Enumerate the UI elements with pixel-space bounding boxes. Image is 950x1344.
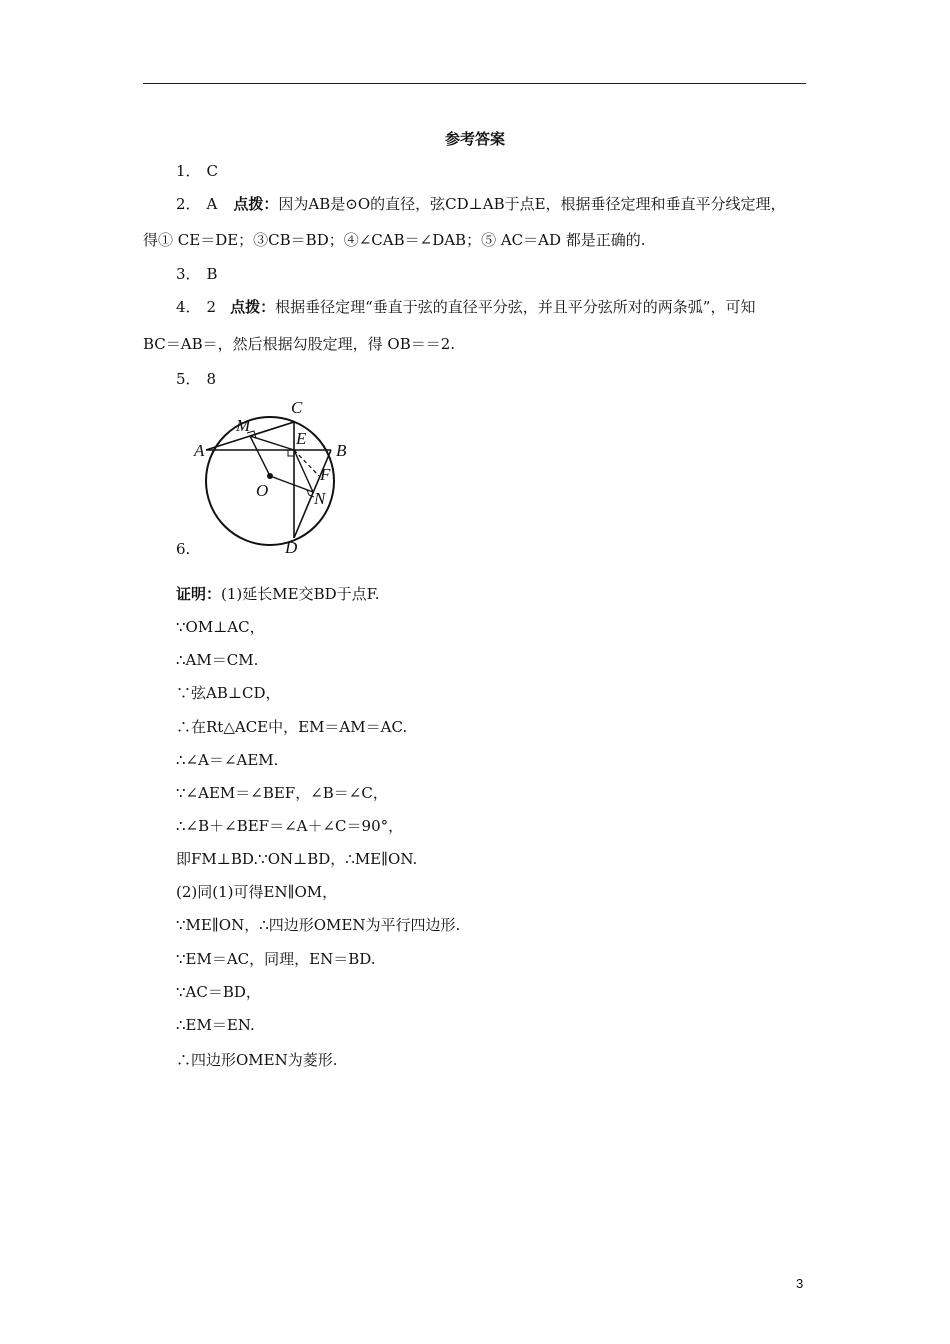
- proof-line: ∴AM＝CM.: [176, 651, 259, 669]
- hint-text: 根据垂径定理“垂直于弦的直径平分弦，并且平分弦所对的两条弧”，可知: [275, 298, 756, 316]
- label-a: A: [194, 441, 205, 460]
- proof-line: ∴四边形OMEN为菱形.: [176, 1051, 338, 1069]
- page-number: 3: [796, 1276, 804, 1291]
- answer-6: [176, 538, 190, 560]
- hint-text: 因为AB是⊙O的直径，弦CD⊥AB于点E，根据垂径定理和垂直平分线定理，: [278, 195, 786, 213]
- page-title: 参考答案: [444, 130, 505, 148]
- right-angle-mark-e: [288, 450, 294, 456]
- circle-geometry-figure: [188, 396, 358, 556]
- proof-label: 证明：: [176, 585, 222, 603]
- answer-3: [176, 263, 218, 285]
- header-rule: [143, 83, 806, 84]
- proof-step: (1)延长ME交BD于点F.: [221, 585, 380, 603]
- segment-ef-dashed: [294, 450, 319, 476]
- proof-line: ∴∠A＝∠AEM.: [176, 751, 279, 769]
- label-n: N: [314, 489, 326, 508]
- label-d: D: [285, 538, 298, 556]
- proof-line: (2)同(1)可得EN∥OM，: [176, 883, 338, 901]
- label-m: M: [236, 416, 251, 435]
- answer-4-continued: BC＝AB＝，然后根据勾股定理，得 OB＝＝2.: [143, 335, 456, 353]
- answer-value: 2: [206, 298, 217, 316]
- segment-mc: [250, 422, 294, 436]
- center-point-o: [267, 473, 273, 479]
- proof-line: ∵ME∥ON，∴四边形OMEN为平行四边形.: [176, 916, 461, 934]
- proof-line: ∵∠AEM＝∠BEF，∠B＝∠C，: [176, 784, 388, 802]
- proof-line: ∴在Rt△ACE中，EM＝AM＝AC.: [176, 718, 408, 736]
- answer-2: [176, 193, 786, 215]
- answer-value: C: [206, 162, 219, 180]
- answer-value: A: [206, 195, 218, 213]
- proof-line: ∵OM⊥AC，: [176, 618, 265, 636]
- proof-line: ∴∠B＋∠BEF＝∠A＋∠C＝90°，: [176, 817, 404, 835]
- proof-line: ∵EM＝AC，同理，EN＝BD.: [176, 950, 376, 968]
- proof-line: ∴EM＝EN.: [176, 1016, 255, 1034]
- proof-first-line: [176, 583, 379, 605]
- answer-number: 1．: [176, 162, 201, 180]
- proof-line: ∵AC＝BD，: [176, 983, 261, 1001]
- label-o: O: [256, 481, 269, 500]
- answer-1: [176, 160, 218, 182]
- label-c: C: [291, 398, 303, 417]
- proof-line: ∵弦AB⊥CD，: [176, 684, 281, 702]
- label-e: E: [296, 429, 307, 448]
- answer-2-continued: 得① CE＝DE；③CB＝BD；④∠CAB＝∠DAB；⑤ AC＝AD 都是正确的.: [143, 231, 646, 249]
- answer-number: 4．: [176, 298, 201, 316]
- answer-value: 8: [206, 370, 217, 388]
- answer-number: 5．: [176, 370, 201, 388]
- label-f: F: [320, 465, 331, 484]
- proof-line: 即FM⊥BD.∵ON⊥BD，∴ME∥ON.: [176, 850, 418, 868]
- answer-value: B: [206, 265, 218, 283]
- hint-label: 点拨：: [230, 298, 276, 316]
- answer-5: [176, 368, 216, 390]
- answer-number: 3．: [176, 265, 201, 283]
- hint-label: 点拨：: [233, 195, 279, 213]
- answer-number: 2．: [176, 195, 201, 213]
- answer-4: [176, 296, 755, 318]
- label-b: B: [336, 441, 347, 460]
- answer-number: 6.: [176, 540, 191, 558]
- circle-o: [206, 417, 334, 545]
